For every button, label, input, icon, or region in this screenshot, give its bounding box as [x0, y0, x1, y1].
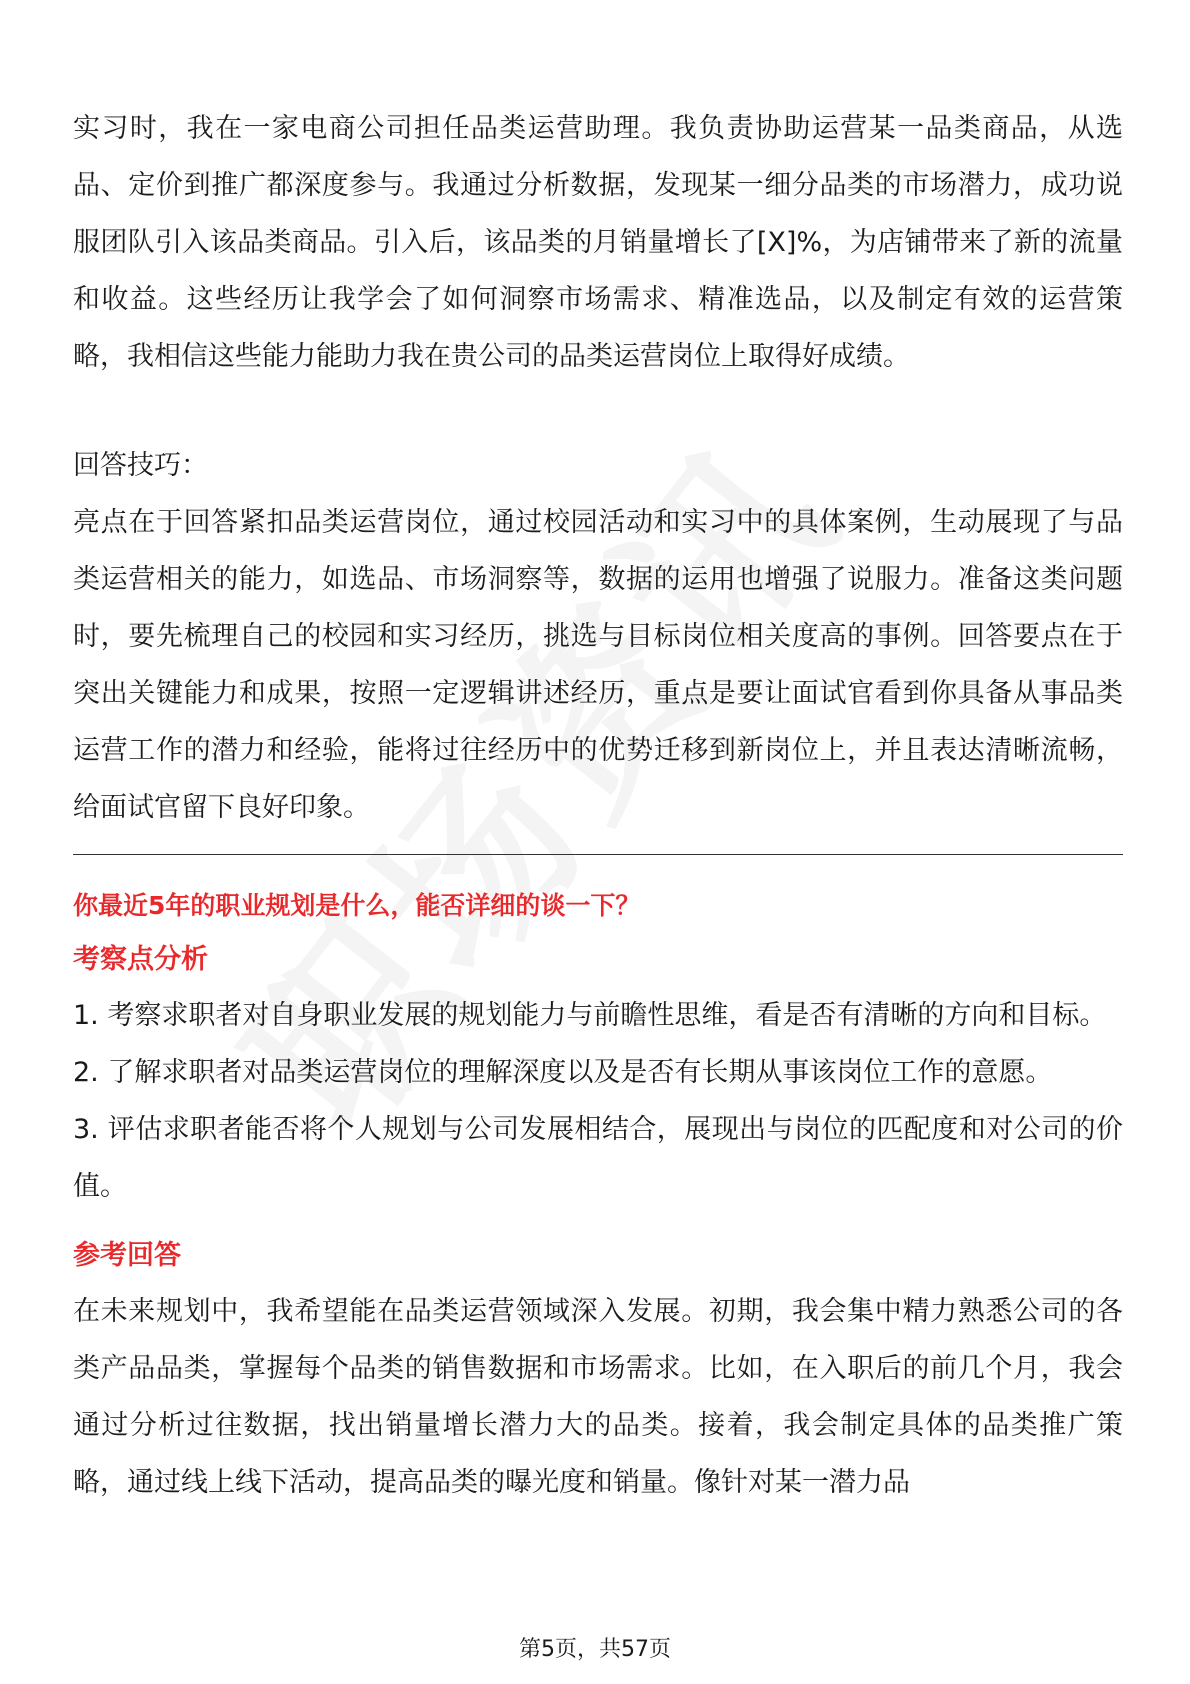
page-number: 第5页，共57页	[519, 1637, 671, 1662]
tips-label: 回答技巧：	[73, 450, 208, 481]
reference-body: 在未来规划中，我希望能在品类运营领域深入发展。初期，我会集中精力熟悉公司的各类产品品类，掌握每个品类的销售数据和市场需求。比如，在入职后的前几个月，我会通过分析过往数据，找出销量增长潜力大的品类。接着，我会制定具体的品类推广策略，通过线上线下活动，提高品类的曝光度和销量。像针对某一潜力品	[73, 1296, 1123, 1498]
page-content	[73, 100, 1123, 1511]
reference-heading: 参考回答	[73, 1240, 181, 1271]
section-divider	[73, 854, 1123, 855]
tips-body: 亮点在于回答紧扣品类运营岗位，通过校园活动和实习中的具体案例，生动展现了与品类运营相关的能力，如选品、市场洞察等，数据的运用也增强了说服力。准备这类问题时，要先梳理自己的校园和实习经历，挑选与目标岗位相关度高的事例。回答要点在于突出关键能力和成果，按照一定逻辑讲述经历，重点是要让面试官看到你具备从事品类运营工作的潜力和经验，能将过往经历中的优势迁移到新岗位上，并且表达清晰流畅，给面试官留下良好印象。	[73, 507, 1123, 823]
spacer	[73, 385, 1123, 437]
analysis-item: 1. 考察求职者对自身职业发展的规划能力与前瞻性思维，看是否有清晰的方向和目标。	[73, 1000, 1107, 1031]
analysis-item: 3. 评估求职者能否将个人规划与公司发展相结合，展现出与岗位的匹配度和对公司的价值。	[73, 1114, 1123, 1202]
intro-paragraph: 实习时，我在一家电商公司担任品类运营助理。我负责协助运营某一品类商品，从选品、定价到推广都深度参与。我通过分析数据，发现某一细分品类的市场潜力，成功说服团队引入该品类商品。引入后，该品类的月销量增长了[X]%，为店铺带来了新的流量和收益。这些经历让我学会了如何洞察市场需求、精准选品，以及制定有效的运营策略，我相信这些能力能助力我在贵公司的品类运营岗位上取得好成绩。	[73, 113, 1123, 372]
analysis-item: 2. 了解求职者对品类运营岗位的理解深度以及是否有长期从事该岗位工作的意愿。	[73, 1057, 1053, 1088]
spacer	[73, 1215, 1123, 1227]
analysis-heading: 考察点分析	[73, 944, 208, 975]
question-title: 你最近5年的职业规划是什么，能否详细的谈一下？	[73, 891, 641, 920]
